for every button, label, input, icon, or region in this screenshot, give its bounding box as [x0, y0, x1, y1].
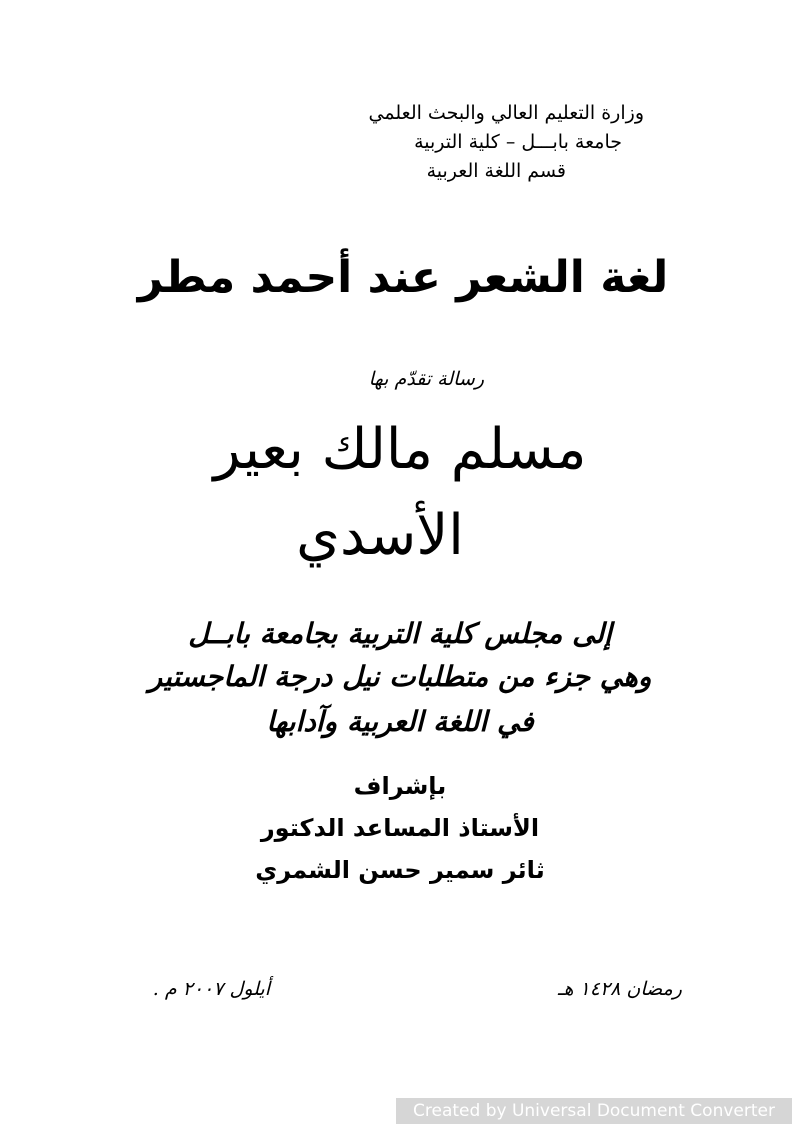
author-name: مسلم مالك بعير	[213, 417, 587, 482]
converter-watermark: Created by Universal Document Converter	[396, 1098, 792, 1124]
supervisor-rank: الأستاذ المساعد الدكتور	[260, 814, 540, 842]
university-college: جامعة بابـــل – كلية التربية	[414, 131, 622, 153]
thesis-title: لغة الشعر عند أحمد مطر	[137, 252, 669, 303]
presented-by-label: رسالة تقدّم بها	[368, 368, 484, 390]
hijri-date: رمضان ١٤٢٨ هـ	[557, 978, 682, 1000]
purpose-line-3: في اللغة العربية وآدابها	[266, 705, 534, 738]
author-surname: الأسدي	[296, 503, 464, 568]
supervision-label: بإشراف	[353, 772, 447, 800]
ministry-name: وزارة التعليم العالي والبحث العلمي	[368, 102, 644, 124]
department-name: قسم اللغة العربية	[426, 160, 566, 182]
purpose-line-2: وهي جزء من متطلبات نيل درجة الماجستير	[148, 660, 652, 693]
supervisor-name: ثائر سمير حسن الشمري	[255, 856, 545, 884]
purpose-line-1: إلى مجلس كلية التربية بجامعة بابــل	[188, 617, 612, 650]
gregorian-date: أيلول ٢٠٠٧ م .	[152, 978, 270, 1000]
